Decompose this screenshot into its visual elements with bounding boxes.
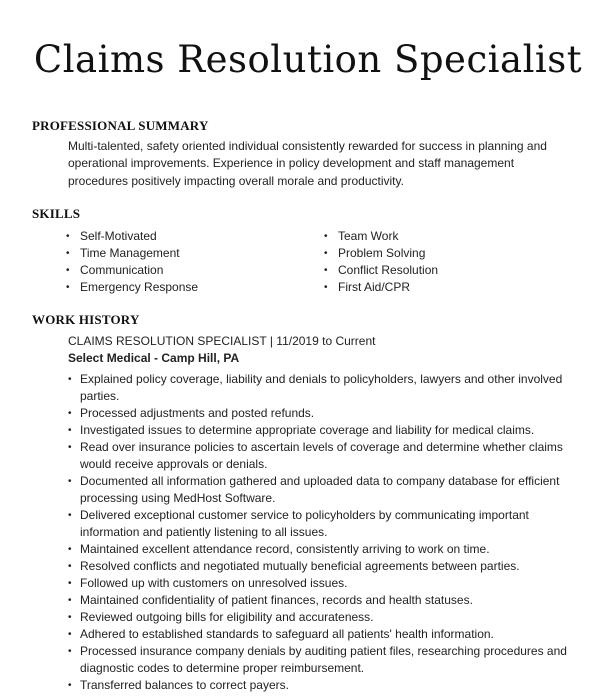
- duty-item: • Maintained confidentiality of patient finances, records and health statuses.: [68, 592, 573, 609]
- skill-item: • First Aid/CPR: [324, 279, 438, 296]
- duty-item: • Delivered exceptional customer service to policyholders by communicating important information and patiently listening to all issues.: [68, 507, 573, 541]
- duty-item: • Transferred balances to correct payers.: [68, 677, 573, 694]
- duty-item: • Followed up with customers on unresolved issues.: [68, 575, 573, 592]
- duty-item: • Reviewed outgoing bills for eligibility and accurateness.: [68, 609, 573, 626]
- skill-item: • Self-Motivated: [66, 228, 198, 245]
- duty-item: • Explained policy coverage, liability and denials to policyholders, lawyers and other involved parties.: [68, 371, 573, 405]
- duty-item: • Read over insurance policies to ascertain levels of coverage and determine whether claims would receive approvals or denials.: [68, 439, 573, 473]
- skill-item: • Problem Solving: [324, 245, 438, 262]
- duty-item: • Documented all information gathered and uploaded data to company database for efficient processing using MedHost Software.: [68, 473, 573, 507]
- duty-item: • Maintained excellent attendance record, consistently arriving to work on time.: [68, 541, 573, 558]
- job-header: [68, 334, 375, 348]
- skills-left-list: [66, 228, 198, 296]
- professional-summary-text: Multi-talented, safety oriented individual consistently rewarded for success in planning and operational improvements. Experience in policy development and staff management procedures positively impacting overall morale and productivity.: [68, 139, 547, 188]
- duty-item: • Resolved conflicts and negotiated mutually beneficial agreements between parties.: [68, 558, 573, 575]
- professional-summary-heading: PROFESSIONAL SUMMARY: [32, 118, 209, 133]
- duty-item: • Investigated issues to determine appropriate coverage and liability for medical claims.: [68, 422, 573, 439]
- resume-title: Claims Resolution Specialist: [33, 38, 583, 81]
- skills-heading: SKILLS: [32, 206, 81, 221]
- employer: Select Medical - Camp Hill, PA: [68, 351, 240, 365]
- skill-item: • Team Work: [324, 228, 438, 245]
- skill-item: • Time Management: [66, 245, 198, 262]
- job-dates: | 11/2019 to Current: [266, 334, 376, 348]
- duty-item: • Processed insurance company denials by auditing patient files, researching procedures and diagnostic codes to determine proper reimbursement.: [68, 643, 573, 677]
- work-history-heading: WORK HISTORY: [32, 312, 140, 327]
- duty-item: • Processed adjustments and posted refunds.: [68, 405, 573, 422]
- skill-item: • Emergency Response: [66, 279, 198, 296]
- skill-item: • Conflict Resolution: [324, 262, 438, 279]
- skills-right-list: [324, 228, 438, 296]
- job-duties-list: [68, 371, 573, 694]
- job-title: CLAIMS RESOLUTION SPECIALIST: [68, 334, 267, 348]
- duty-item: • Adhered to established standards to safeguard all patients' health information.: [68, 626, 573, 643]
- skill-item: • Communication: [66, 262, 198, 279]
